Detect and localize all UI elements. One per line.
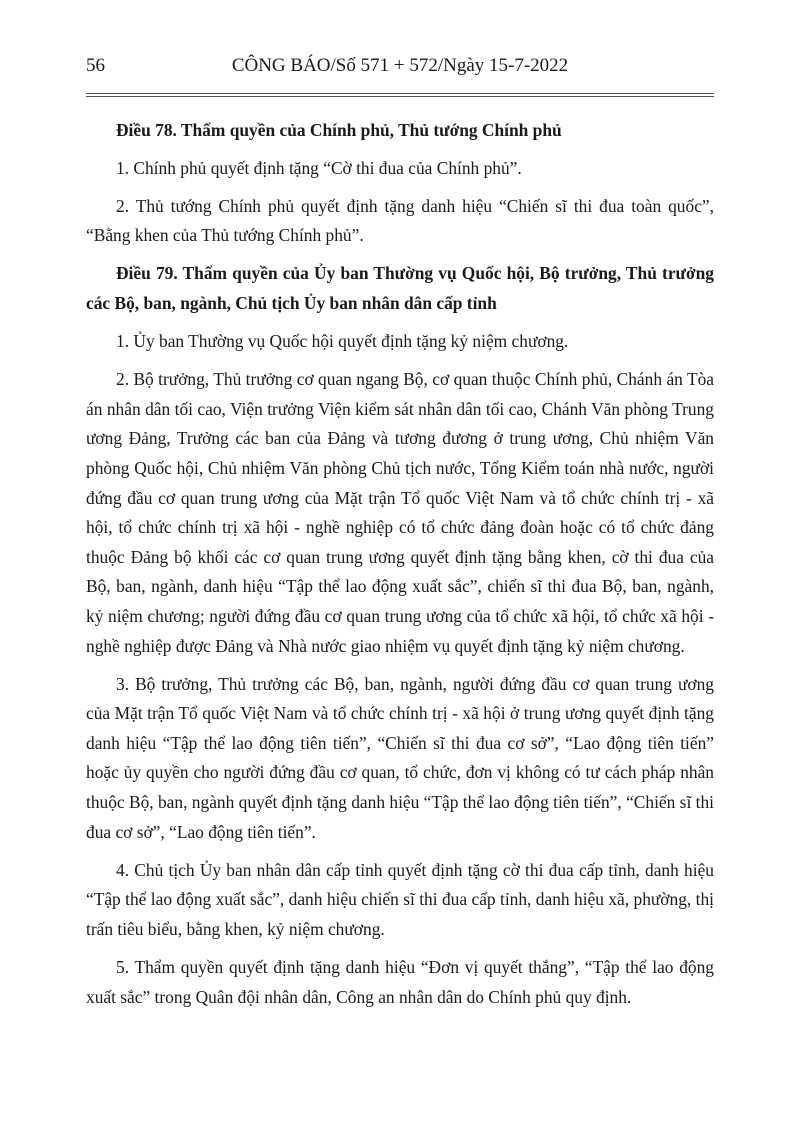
page-number: 56 xyxy=(86,55,105,76)
clause: 1. Ủy ban Thường vụ Quốc hội quyết định tặng kỷ niệm chương. xyxy=(116,331,569,352)
article-title: Điều 79. Thẩm quyền của Ủy ban Thường vụ Quốc hội, Bộ trưởng, Thủ trưởng các Bộ, ban, ngành, Chủ tịch Ủy ban nhân dân cấp tỉnh xyxy=(86,263,714,313)
clause: 4. Chủ tịch Ủy ban nhân dân cấp tỉnh quyết định tặng cờ thi đua cấp tỉnh, danh hiệu “Tập thể lao động xuất sắc”, danh hiệu chiến sĩ thi đua cấp tỉnh, danh hiệu xã, phường, thị trấn tiêu biểu, bằng khen, kỷ niệm chương. xyxy=(86,859,714,939)
header-double-rule xyxy=(86,93,714,97)
article-78 xyxy=(86,116,714,251)
article-title: Điều 78. Thẩm quyền của Chính phủ, Thủ tướng Chính phủ xyxy=(116,120,562,140)
document-page xyxy=(86,46,714,1007)
clause: 2. Thủ tướng Chính phủ quyết định tặng danh hiệu “Chiến sĩ thi đua toàn quốc”, “Bằng khen của Thủ tướng Chính phủ”. xyxy=(86,195,714,246)
clause: 2. Bộ trưởng, Thủ trưởng cơ quan ngang Bộ, cơ quan thuộc Chính phủ, Chánh án Tòa án nhân dân tối cao, Viện trưởng Viện kiểm sát nhân dân tối cao, Chánh Văn phòng Trung ương Đảng, Trưởng các ban của Đảng và tương đương ở trung ương, Chủ nhiệm Văn phòng Quốc hội, Chủ nhiệm Văn phòng Chủ tịch nước, Tổng Kiểm toán nhà nước, người đứng đầu cơ quan trung ương của Mặt trận Tổ quốc Việt Nam và tổ chức chính trị - xã hội, tổ chức chính trị xã hội - nghề nghiệp có tổ chức đảng đoàn hoặc có tổ chức đảng thuộc Đảng bộ khối các cơ quan trung ương quyết định tặng bằng khen, cờ thi đua của Bộ, ban, ngành, danh hiệu “Tập thể lao động xuất sắc”, chiến sĩ thi đua Bộ, ban, ngành, kỷ niệm chương; người đứng đầu cơ quan trung ương của tổ chức xã hội, tổ chức xã hội - nghề nghiệp được Đảng và Nhà nước giao nhiệm vụ quyết định tặng kỷ niệm chương. xyxy=(86,369,714,656)
page-header xyxy=(86,46,714,86)
journal-title: CÔNG BÁO/Số 571 + 572/Ngày 15-7-2022 xyxy=(231,55,569,76)
clause: 1. Chính phủ quyết định tặng “Cờ thi đua của Chính phủ”. xyxy=(116,157,522,178)
document-body xyxy=(86,116,714,1021)
clause: 5. Thẩm quyền quyết định tặng danh hiệu “Đơn vị quyết thắng”, “Tập thể lao động xuất sắc” trong Quân đội nhân dân, Công an nhân dân do Chính phủ quy định. xyxy=(86,956,714,1007)
clause: 3. Bộ trưởng, Thủ trưởng các Bộ, ban, ngành, người đứng đầu cơ quan trung ương của Mặt trận Tổ quốc Việt Nam và tổ chức chính trị - xã hội ở trung ương quyết định tặng danh hiệu “Tập thể lao động tiên tiến”, “Chiến sĩ thi đua cơ sở”, “Lao động tiên tiến” hoặc ủy quyền cho người đứng đầu cơ quan, tổ chức, đơn vị không có tư cách pháp nhân thuộc Bộ, ban, ngành quyết định tặng danh hiệu “Tập thể lao động tiên tiến”, “Chiến sĩ thi đua cơ sở”, “Lao động tiên tiến”. xyxy=(86,673,714,842)
article-79 xyxy=(86,259,714,1012)
